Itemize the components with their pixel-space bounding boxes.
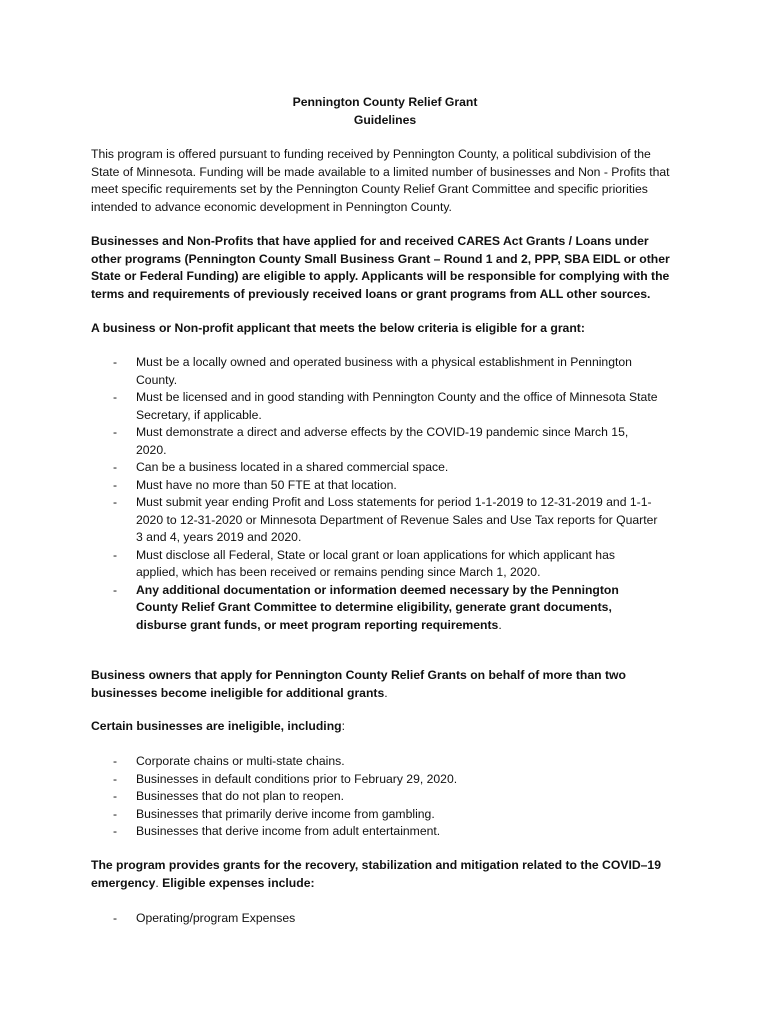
criteria-text: Must be licensed and in good standing with Pennington County and the office of Minnesota State Secretary, if applicable. xyxy=(136,390,658,422)
list-dash: - xyxy=(113,547,118,562)
list-item xyxy=(91,910,661,928)
list-item xyxy=(91,806,661,824)
list-item xyxy=(91,477,661,495)
ineligible-text: Businesses that do not plan to reopen. xyxy=(136,789,345,803)
expense-text: Operating/program Expenses xyxy=(136,911,296,925)
list-item xyxy=(91,424,661,459)
list-item xyxy=(91,354,661,389)
list-dash: - xyxy=(113,425,118,439)
list-item xyxy=(91,771,661,789)
cares-paragraph: Businesses and Non-Profits that have applied for and received CARES Act Grants / Loans under other programs (Pennington County Small Business Grant – Round 1 and 2, PPP, SBA EIDL or other State or Federal Funding) are eligible to apply. Applicants will be responsible for complying with the terms and requirements of previously received loans or grant programs from ALL other sources. xyxy=(91,234,670,301)
list-dash: - xyxy=(113,911,118,925)
expenses-list xyxy=(91,910,691,928)
list-item xyxy=(91,823,661,841)
document-subtitle: Guidelines xyxy=(353,113,417,127)
list-item xyxy=(91,459,661,477)
ineligible-text: Businesses that primarily derive income from gambling. xyxy=(136,806,435,821)
criteria-text: Must submit year ending Profit and Loss statements for period 1-1-2019 to 12-31-2019 and 1-1-2020 to 12-31-2020 or Minnesota Department of Revenue Sales and Use Tax reports for Quarter 3 and 4, years 2019 and 2020. xyxy=(136,495,658,544)
sentence-period: . xyxy=(384,685,388,700)
sentence-period: . xyxy=(155,875,159,890)
ineligible-heading-text: Certain businesses are ineligible, including xyxy=(91,719,342,733)
list-dash: - xyxy=(113,477,118,492)
list-dash: - xyxy=(113,495,118,509)
ineligible-text: Corporate chains or multi-state chains. xyxy=(136,754,345,768)
expenses-intro-b: Eligible expenses include: xyxy=(158,875,315,890)
list-item xyxy=(91,389,661,424)
intro-paragraph: This program is offered pursuant to funding received by Pennington County, a political subdivision of the State of Minnesota. Funding will be made available to a limited number of businesses and Non - Profits that meet specific requirements set by the Pennington County Relief Grant Committee and specific priorities intended to advance economic development in Pennington County. xyxy=(91,147,670,214)
criteria-bold-text: Any additional documentation or information deemed necessary by the Pennington County Relief Grant Committee to determine eligibility, generate grant documents, disburse grant funds, or meet program reporting requirements xyxy=(136,582,619,632)
ineligible-text: Businesses that derive income from adult entertainment. xyxy=(136,824,441,838)
sentence-period: . xyxy=(498,617,502,632)
list-item xyxy=(91,547,661,582)
list-dash: - xyxy=(113,806,118,821)
list-item xyxy=(91,753,661,771)
list-dash: - xyxy=(113,789,118,803)
list-item xyxy=(91,788,661,806)
criteria-list xyxy=(91,354,691,634)
list-dash: - xyxy=(113,824,118,838)
list-dash: - xyxy=(113,355,118,369)
list-dash: - xyxy=(113,390,118,404)
criteria-text: Must be a locally owned and operated business with a physical establishment in Pennington County. xyxy=(136,355,632,387)
list-dash: - xyxy=(113,582,118,597)
owners-text: Business owners that apply for Pennington County Relief Grants on behalf of more than two businesses become ineligible for additional grants xyxy=(91,668,626,700)
list-dash: - xyxy=(113,771,118,786)
ineligible-heading xyxy=(91,718,681,736)
criteria-text: Can be a business located in a shared commercial space. xyxy=(136,460,449,474)
criteria-text: Must demonstrate a direct and adverse effects by the COVID-19 pandemic since March 15, 2020. xyxy=(136,425,629,457)
criteria-text: Must have no more than 50 FTE at that location. xyxy=(136,477,397,492)
document-title: Pennington County Relief Grant xyxy=(292,95,478,109)
list-item xyxy=(91,494,661,547)
criteria-heading: A business or Non-profit applicant that meets the below criteria is eligible for a grant: xyxy=(91,321,585,335)
list-dash: - xyxy=(113,460,118,474)
criteria-text: Must disclose all Federal, State or local grant or loan applications for which applicant has applied, which has been received or remains pending since March 1, 2020. xyxy=(136,547,615,579)
list-item xyxy=(91,582,661,635)
list-dash: - xyxy=(113,754,118,768)
heading-colon: : xyxy=(341,719,345,733)
expenses-intro-a: The program provides grants for the recovery, stabilization and mitigation related to the COVID–19 emergency xyxy=(91,858,661,890)
owners-paragraph xyxy=(91,667,681,702)
ineligible-list xyxy=(91,753,691,841)
ineligible-text: Businesses in default conditions prior to February 29, 2020. xyxy=(136,771,458,786)
expenses-intro xyxy=(91,857,681,892)
